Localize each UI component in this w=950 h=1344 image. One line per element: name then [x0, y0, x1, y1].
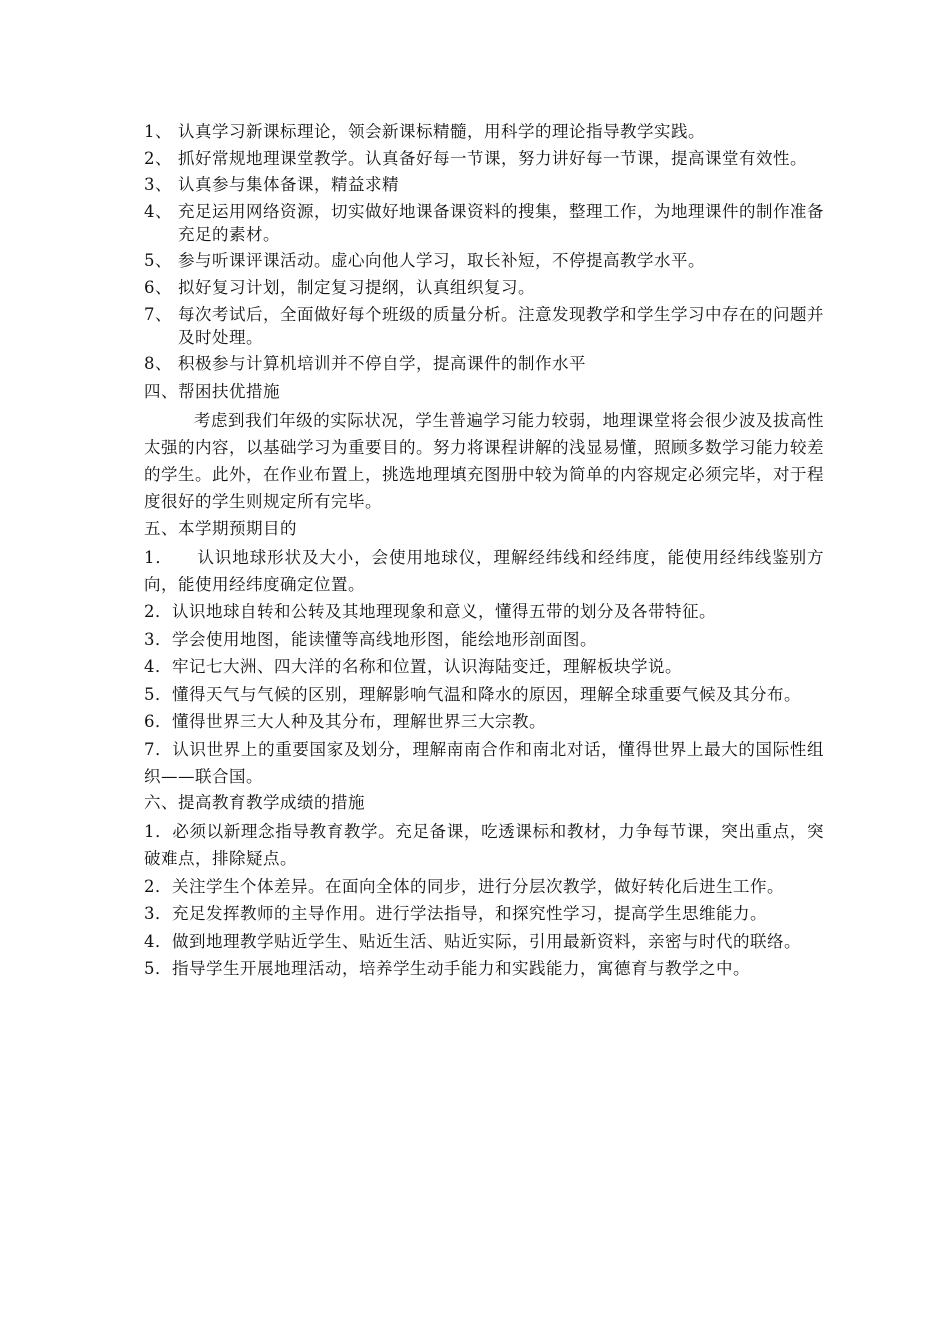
numbered-list-teaching-measures	[144, 120, 824, 375]
list-item	[144, 173, 824, 196]
item-text: 拟好复习计划，制定复习提纲，认真组织复习。	[178, 277, 535, 297]
item-number: 3、	[144, 175, 172, 195]
item-text: 认真学习新课标理论，领会新课标精髓，用科学的理论指导教学实践。	[178, 122, 705, 141]
section-heading: 四、帮困扶优措施	[144, 381, 280, 401]
list-item	[144, 873, 824, 900]
list-item	[144, 900, 824, 927]
list-item	[144, 626, 824, 653]
item-number: 3．	[144, 904, 172, 924]
item-number: 1、	[144, 122, 172, 141]
item-text: 充足运用网络资源，切实做好地课备课资料的搜集，整理工作，为地理课件的制作准备充足的素材。	[178, 201, 824, 244]
item-number: 4．	[144, 657, 172, 677]
list-item	[144, 928, 824, 955]
list-item	[144, 120, 824, 143]
list-item	[144, 352, 824, 375]
item-number: 7、	[144, 304, 172, 324]
list-item	[144, 818, 824, 872]
list-item	[144, 955, 824, 982]
item-number: 2．	[144, 876, 172, 896]
list-item	[144, 303, 824, 349]
item-text: 积极参与计算机培训并不停自学，提高课件的制作水平	[178, 354, 586, 374]
item-number: 1．	[144, 547, 198, 567]
item-number: 7．	[144, 739, 173, 759]
item-text: 认识地球自转和公转及其地理现象和意义，懂得五带的划分及各带特征。	[172, 602, 716, 622]
item-number: 8、	[144, 354, 172, 374]
item-text: 认真参与集体备课，精益求精	[178, 175, 399, 195]
item-number: 6、	[144, 277, 172, 297]
goals-list	[144, 544, 824, 790]
item-text: 认识地球形状及大小，会使用地球仪，理解经纬线和经纬度，能使用经纬线鉴别方向，能使用经纬度确定位置。	[144, 547, 824, 594]
item-text: 抓好常规地理课堂教学。认真备好每一节课，努力讲好每一节课，提高课堂有效性。	[178, 148, 807, 168]
item-text: 认识世界上的重要国家及划分，理解南南合作和南北对话，懂得世界上最大的国际性组织——联合国。	[144, 739, 825, 786]
item-number: 4．	[144, 931, 172, 951]
item-text: 充足发挥教师的主导作用。进行学法指导，和探究性学习，提高学生思维能力。	[172, 904, 767, 924]
list-item	[144, 598, 824, 625]
item-text: 参与听课评课活动。虚心向他人学习，取长补短，不停提高教学水平。	[178, 251, 705, 271]
list-item	[144, 200, 824, 246]
item-text: 指导学生开展地理活动，培养学生动手能力和实践能力，寓德育与教学之中。	[172, 959, 750, 979]
section-paragraph: 考虑到我们年级的实际状况，学生普遍学习能力较弱，地理课堂将会很少波及拔高性太强的内容，以基础学习为重要目的。努力将课程讲解的浅显易懂，照顾多数学习能力较差的学生。此外，在作业布置上，挑选地理填充图册中较为简单的内容规定必须完毕，对于程度很好的学生则规定所有完毕。	[144, 410, 824, 511]
item-text: 懂得世界三大人种及其分布，理解世界三大宗教。	[172, 712, 546, 732]
list-item	[144, 736, 824, 790]
item-number: 5．	[144, 684, 172, 704]
list-item	[144, 653, 824, 680]
item-text: 学会使用地图，能读懂等高线地形图，能绘地形剖面图。	[172, 629, 597, 649]
item-text: 牢记七大洲、四大洋的名称和位置，认识海陆变迁，理解板块学说。	[172, 657, 682, 677]
list-item	[144, 544, 824, 598]
item-text: 每次考试后，全面做好每个班级的质量分析。注意发现教学和学生学习中存在的问题并及时处理。	[178, 304, 824, 347]
item-text: 关注学生个体差异。在面向全体的同步，进行分层次教学，做好转化后进生工作。	[172, 876, 784, 896]
item-number: 4、	[144, 201, 172, 221]
item-number: 2．	[144, 602, 172, 622]
item-text: 必须以新理念指导教育教学。充足备课，吃透课标和教材，力争每节课，突出重点，突破难点，排除疑点。	[144, 822, 825, 869]
list-item	[144, 249, 824, 272]
item-text: 做到地理教学贴近学生、贴近生活、贴近实际，引用最新资料，亲密与时代的联络。	[172, 931, 801, 951]
list-item	[144, 147, 824, 170]
item-number: 1．	[144, 822, 173, 842]
list-item	[144, 681, 824, 708]
document-page	[144, 120, 824, 983]
list-item	[144, 708, 824, 735]
item-number: 3．	[144, 629, 172, 649]
item-number: 2、	[144, 148, 172, 168]
measures-list	[144, 818, 824, 982]
list-item	[144, 276, 824, 299]
item-text: 懂得天气与气候的区别，理解影响气温和降水的原因，理解全球重要气候及其分布。	[172, 684, 801, 704]
item-number: 6．	[144, 712, 172, 732]
section-heading: 六、提高教育教学成绩的措施	[144, 793, 365, 813]
item-number: 5、	[144, 251, 172, 271]
item-number: 5．	[144, 959, 172, 979]
section-heading: 五、本学期预期目的	[144, 518, 297, 538]
